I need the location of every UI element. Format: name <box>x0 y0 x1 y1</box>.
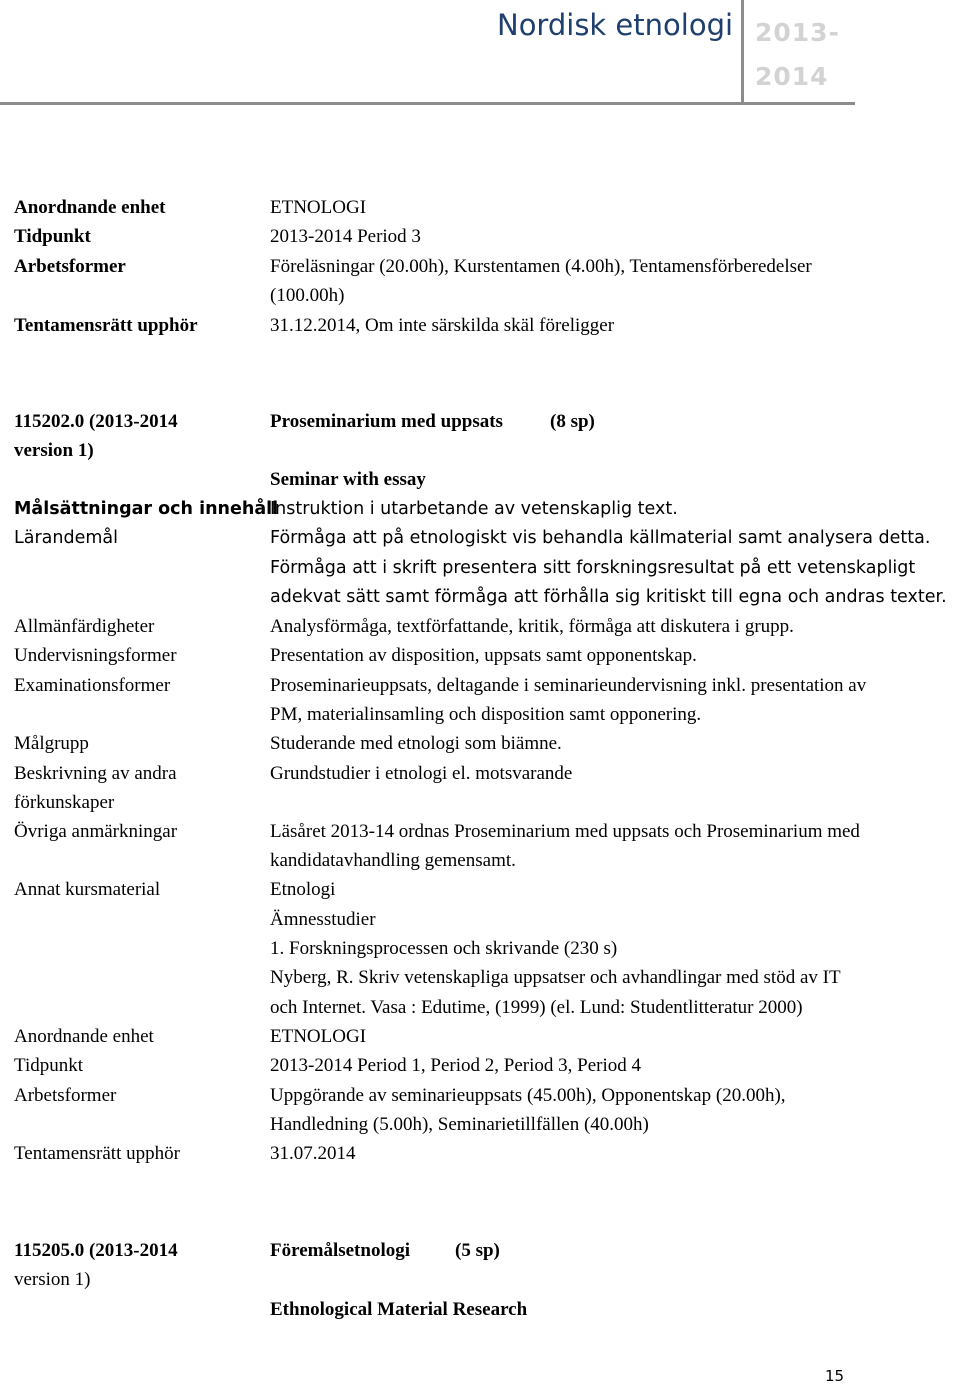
year-range-line2: 2014 <box>755 62 829 91</box>
teaching-forms-label: Undervisningsformer <box>14 645 177 666</box>
course-code: 115205.0 (2013-2014 <box>14 1240 178 1261</box>
header-divider-horizontal <box>0 102 855 105</box>
course-credits: (5 sp) <box>455 1240 500 1261</box>
course-material-line: och Internet. Vasa : Edutime, (1999) (el. Lund: Studentlitteratur 2000) <box>270 997 803 1018</box>
workforms-value-line1: Föreläsningar (20.00h), Kurstentamen (4.00h), Tentamensförberedelser <box>270 256 812 277</box>
remarks-line1: Läsåret 2013-14 ordnas Proseminarium med uppsats och Proseminarium med <box>270 821 860 842</box>
exam-right-label: Tentamensrätt upphör <box>14 315 198 336</box>
learning-outcomes-line3: adekvat sätt samt förmåga att förhålla sig kritiskt till egna och andras texter. <box>270 587 947 607</box>
course-version: version 1) <box>14 440 94 461</box>
course-material-line: 1. Forskningsprocessen och skrivande (230 s) <box>270 938 618 959</box>
exam-forms-label: Examinationsformer <box>14 675 171 696</box>
workforms-value-line1: Uppgörande av seminarieuppsats (45.00h), Opponentskap (20.00h), <box>270 1085 786 1106</box>
exam-right-value: 31.07.2014 <box>270 1143 356 1164</box>
course-credits: (8 sp) <box>550 411 595 432</box>
exam-forms-line2: PM, materialinsamling och disposition samt opponering. <box>270 704 702 725</box>
target-group-label: Målgrupp <box>14 733 89 754</box>
time-label: Tidpunkt <box>14 1055 83 1076</box>
organizer-label: Anordnande enhet <box>14 197 166 218</box>
general-skills-value: Analysförmåga, textförfattande, kritik, förmåga att diskutera i grupp. <box>270 616 794 637</box>
workforms-label: Arbetsformer <box>14 1085 117 1106</box>
general-skills-label: Allmänfärdigheter <box>14 616 155 637</box>
workforms-label: Arbetsformer <box>14 256 126 277</box>
workforms-value-line2: Handledning (5.00h), Seminarietillfällen (40.00h) <box>270 1114 649 1135</box>
course-version: version 1) <box>14 1269 91 1290</box>
exam-right-label: Tentamensrätt upphör <box>14 1143 180 1164</box>
course-material-line: Etnologi <box>270 879 336 900</box>
prerequisites-value: Grundstudier i etnologi el. motsvarande <box>270 763 573 784</box>
header-divider-vertical <box>741 0 744 102</box>
learning-outcomes-line2: Förmåga att i skrift presentera sitt forskningsresultat på ett vetenskapligt <box>270 558 916 578</box>
year-range-line1: 2013- <box>755 18 840 47</box>
page-number: 15 <box>825 1367 845 1385</box>
exam-right-value: 31.12.2014, Om inte särskilda skäl föreligger <box>270 315 615 336</box>
time-value: 2013-2014 Period 1, Period 2, Period 3, Period 4 <box>270 1055 642 1076</box>
course-title-english: Ethnological Material Research <box>270 1299 528 1320</box>
course-title-english: Seminar with essay <box>270 469 426 490</box>
document-title: Nordisk etnologi <box>497 8 734 42</box>
workforms-value-line2: (100.00h) <box>270 285 345 306</box>
time-value: 2013-2014 Period 3 <box>270 226 421 247</box>
course-title: Proseminarium med uppsats <box>270 411 503 432</box>
learning-outcomes-label: Lärandemål <box>14 528 118 548</box>
prerequisites-label-line2: förkunskaper <box>14 792 115 813</box>
target-group-value: Studerande med etnologi som biämne. <box>270 733 562 754</box>
course-code: 115202.0 (2013-2014 <box>14 411 178 432</box>
organizer-value: ETNOLOGI <box>270 197 367 218</box>
goals-value: Instruktion i utarbetande av vetenskaplig text. <box>270 499 678 519</box>
remarks-label: Övriga anmärkningar <box>14 821 178 842</box>
time-label: Tidpunkt <box>14 226 91 247</box>
teaching-forms-value: Presentation av disposition, uppsats samt opponentskap. <box>270 645 697 666</box>
exam-forms-line1: Proseminarieuppsats, deltagande i seminarieundervisning inkl. presentation av <box>270 675 867 696</box>
course-material-label: Annat kursmaterial <box>14 879 161 900</box>
course-title: Föremålsetnologi <box>270 1240 411 1261</box>
prerequisites-label-line1: Beskrivning av andra <box>14 763 177 784</box>
organizer-value: ETNOLOGI <box>270 1026 367 1047</box>
course-material-line: Ämnesstudier <box>270 909 376 930</box>
remarks-line2: kandidatavhandling gemensamt. <box>270 850 516 871</box>
goals-label: Målsättningar och innehåll <box>14 499 279 519</box>
learning-outcomes-line1: Förmåga att på etnologiskt vis behandla källmaterial samt analysera detta. <box>270 528 931 548</box>
organizer-label: Anordnande enhet <box>14 1026 154 1047</box>
course-material-line: Nyberg, R. Skriv vetenskapliga uppsatser och avhandlingar med stöd av IT <box>270 967 841 988</box>
